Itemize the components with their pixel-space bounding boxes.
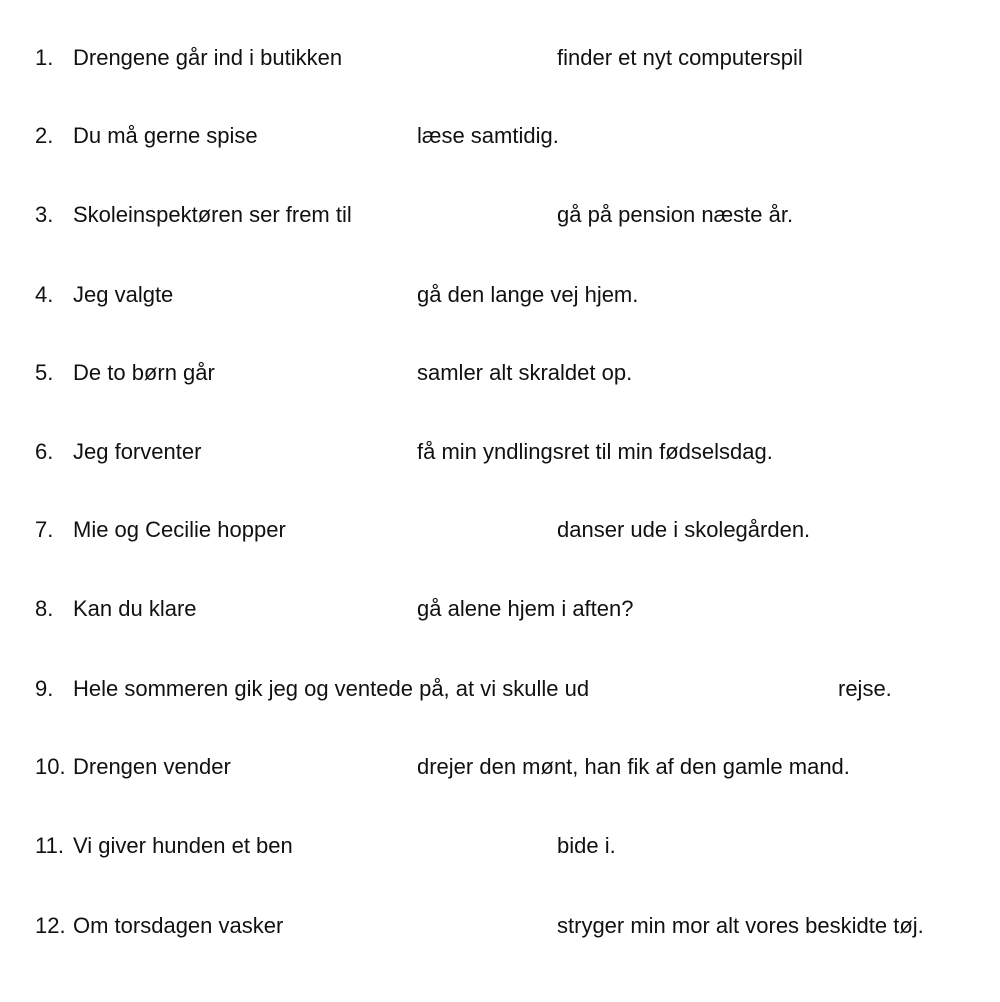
sentence-number: 7.: [35, 517, 54, 542]
sentence-number: 4.: [35, 282, 54, 307]
sentence-second-part: drejer den mønt, han fik af den gamle mand.: [417, 754, 850, 779]
sentence-row-6: [0, 432, 1000, 472]
sentence-first-part: Om torsdagen vasker: [73, 913, 284, 938]
sentence-first-part: Du må gerne spise: [73, 123, 258, 148]
sentence-row-9: [0, 669, 1000, 709]
sentence-second-part: stryger min mor alt vores beskidte tøj.: [557, 913, 924, 938]
sentence-row-3: [0, 195, 1000, 235]
sentence-row-12: [0, 906, 1000, 946]
sentence-row-7: [0, 510, 1000, 550]
sentence-number: 5.: [35, 360, 54, 385]
sentence-second-part: få min yndlingsret til min fødselsdag.: [417, 439, 773, 464]
sentence-row-1: [0, 38, 1000, 78]
sentence-row-10: [0, 747, 1000, 787]
sentence-first-part: Hele sommeren gik jeg og ventede på, at vi skulle ud: [73, 676, 590, 701]
sentence-second-part: finder et nyt computerspil: [557, 45, 803, 70]
sentence-second-part: læse samtidig.: [417, 123, 559, 148]
sentence-number: 3.: [35, 202, 54, 227]
sentence-first-part: Drengene går ind i butikken: [73, 45, 343, 70]
sentence-first-part: Mie og Cecilie hopper: [73, 517, 286, 542]
sentence-first-part: Jeg valgte: [73, 282, 174, 307]
sentence-number: 8.: [35, 596, 54, 621]
sentence-first-part: De to børn går: [73, 360, 215, 385]
sentence-row-11: [0, 826, 1000, 866]
sentence-second-part: gå alene hjem i aften?: [417, 596, 634, 621]
sentence-second-part: danser ude i skolegården.: [557, 517, 811, 542]
sentence-first-part: Jeg forventer: [73, 439, 202, 464]
sentence-second-part: gå den lange vej hjem.: [417, 282, 639, 307]
sentence-number: 6.: [35, 439, 54, 464]
sentence-first-part: Vi giver hunden et ben: [73, 833, 293, 858]
sentence-number: 10.: [35, 754, 66, 779]
sentence-number: 12.: [35, 913, 66, 938]
sentence-second-part: bide i.: [557, 833, 616, 858]
sentence-row-5: [0, 353, 1000, 393]
sentence-first-part: Skoleinspektøren ser frem til: [73, 202, 352, 227]
sentence-second-part: gå på pension næste år.: [557, 202, 794, 227]
sentence-second-part: rejse.: [838, 676, 892, 701]
sentence-number: 1.: [35, 45, 54, 70]
sentence-number: 2.: [35, 123, 54, 148]
sentence-row-2: [0, 116, 1000, 156]
sentence-first-part: Drengen vender: [73, 754, 231, 779]
sentence-first-part: Kan du klare: [73, 596, 197, 621]
sentence-row-4: [0, 275, 1000, 315]
sentence-row-8: [0, 589, 1000, 629]
sentence-number: 11.: [35, 833, 64, 858]
sentence-second-part: samler alt skraldet op.: [417, 360, 633, 385]
sentence-number: 9.: [35, 676, 54, 701]
